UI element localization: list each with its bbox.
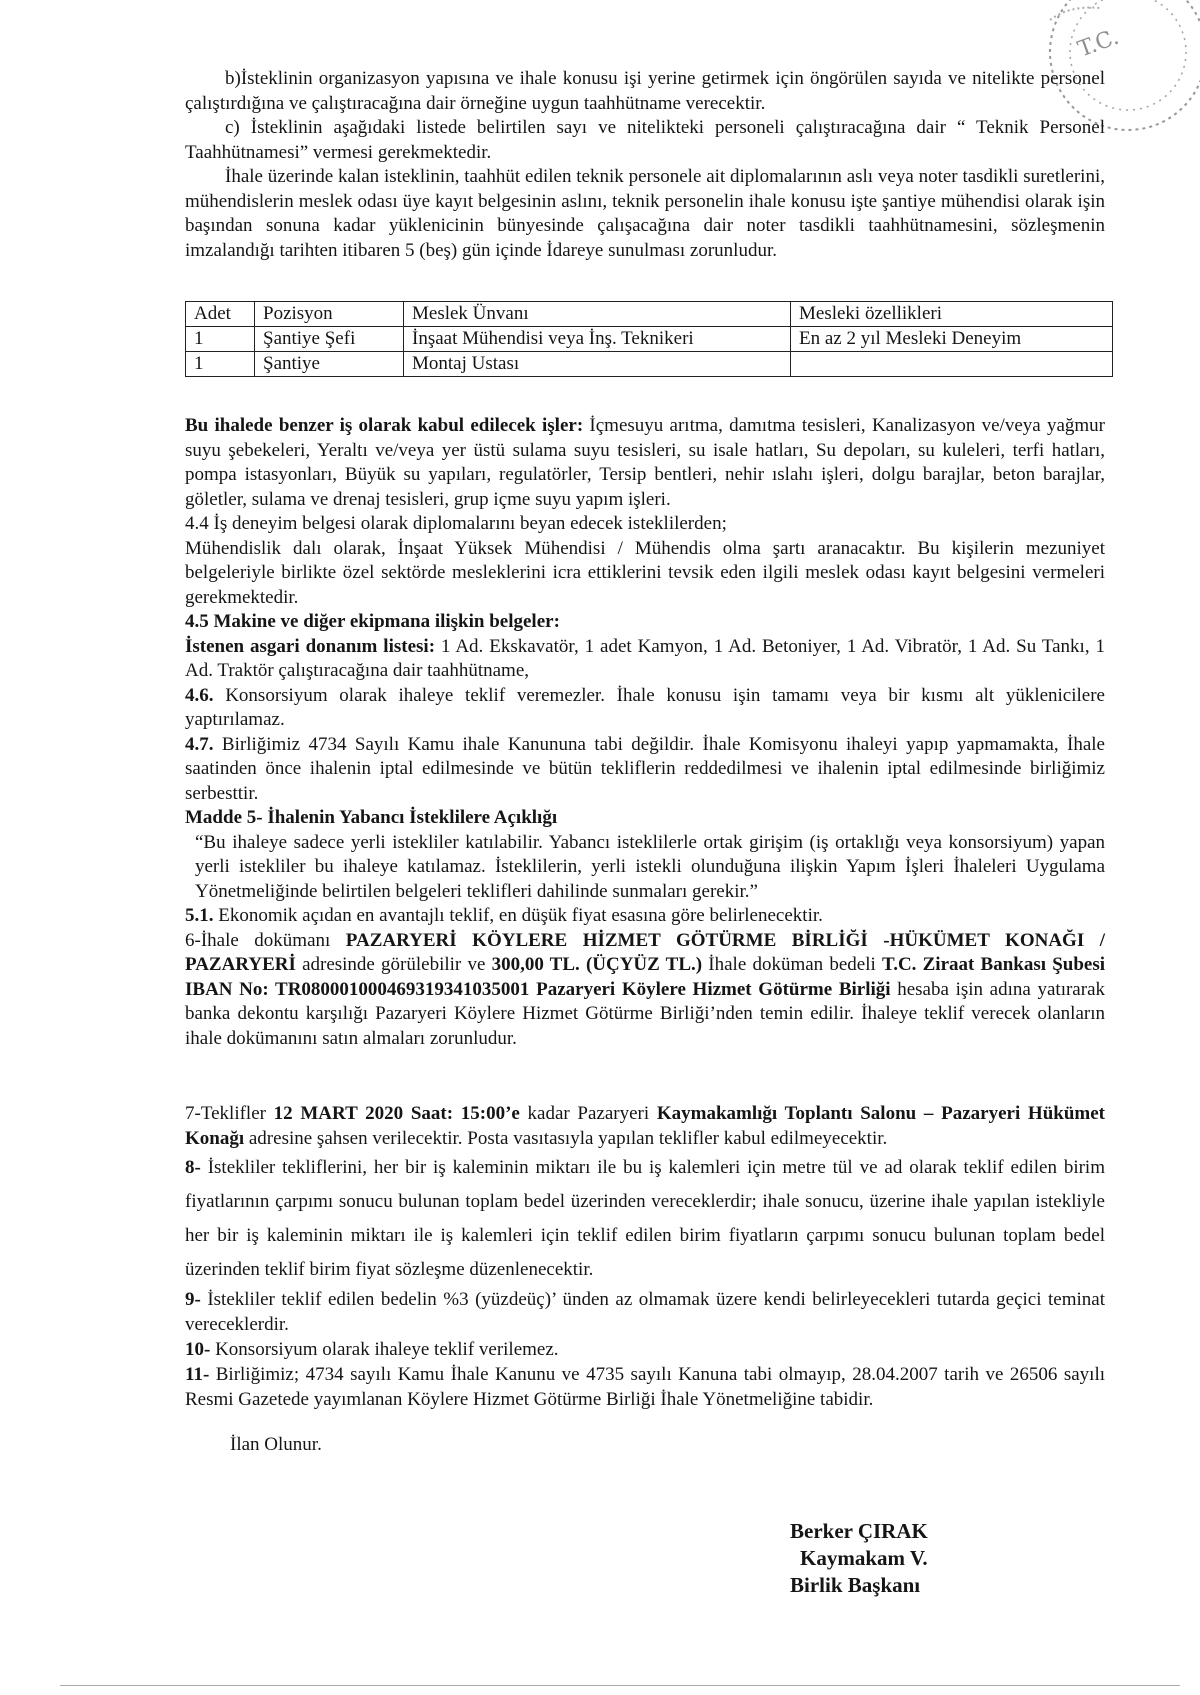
- section-7: 7-Teklifler 12 MART 2020 Saat: 15:00’e kadar Pazaryeri Kaymakamlığı Toplantı Salonu – Pazaryeri Hükümet Konağı adresine şahsen verilecektir. Posta vasıtasıyla yapılan teklifler kabul edilmeyecektir.: [185, 1103, 1105, 1149]
- personnel-table: [185, 301, 1113, 377]
- column-header: Meslek Ünvanı: [404, 302, 791, 327]
- section-4-6: 4.6. Konsorsiyum olarak ihaleye teklif veremezler. İhale konusu işin tamamı veya bir kısmı alt yüklenicilere yaptırılamaz.: [185, 684, 1105, 730]
- donanim-label: İstenen asgari donanım listesi:: [185, 635, 436, 657]
- column-header: Adet: [186, 302, 255, 327]
- paragraph-ihale: İhale üzerinde kalan isteklinin, taahhüt edilen teknik personele ait diplomalarının aslı veya noter tasdikli suretlerini, mühendislerin meslek odası üye kayıt belgesinin aslını, teknik personelin ihale konusu işte şantiye mühendisi olarak işin başından sonuna kadar yüklenicinin bünyesinde çalışacağına dair noter tasdikli taahhütnamesini, sözleşmenin imzalandığı tarihten itibaren 5 (beş) gün içinde İdareye sunulması zorunludur.: [185, 166, 1105, 261]
- table-cell: Şantiye: [255, 352, 404, 377]
- section-8: 8- İstekliler tekliflerini, her bir iş kaleminin miktarı ile bu iş kalemleri için metre tül ve ad olarak teklif edilen birim fiyatlarının çarpımı sonucu bulunan toplam bedel üzerinden vereceklerdir; ihale sonucu, üzerine ihale yapılan istekliyle her bir iş kaleminin miktarı ile iş kalemleri için teklif edilen birim fiyatların çarpımı sonucu bulunan toplam bedel üzerinden teklif birim fiyat sözleşme düzenlenecektir.: [185, 1157, 1105, 1280]
- donanim-text: 1 Ad. Ekskavatör, 1 adet Kamyon, 1 Ad. Betoniyer, 1 Ad. Vibratör, 1 Ad. Su Tankı, 1 Ad. Traktör çalıştıracağına dair taahhütname,: [185, 635, 1105, 681]
- table-row: [186, 327, 1113, 352]
- ilan-olunur: İlan Olunur.: [230, 1434, 322, 1455]
- table-cell: Şantiye Şefi: [255, 327, 404, 352]
- table-row: [186, 352, 1113, 377]
- table-header-row: [186, 302, 1113, 327]
- table-cell: 1: [186, 327, 255, 352]
- section-body: [185, 414, 1105, 1051]
- madde-5-text: “Bu ihaleye sadece yerli istekliler katılabilir. Yabancı isteklilerle ortak girişim (iş ortaklığı veya konsorsiyum) yapan yerli istekliler bu ihaleye katılamaz. İsteklilerin, yerli istekli olunduğuna ilişkin Yapım İşleri İhaleleri Uygulama Yönetmeliğinde belirtilen belgeleri teklifleri dahilinde sunmaları gerekir.”: [195, 831, 1105, 902]
- section-6: 6-İhale dokümanı PAZARYERİ KÖYLERE HİZMET GÖTÜRME BİRLİĞİ -HÜKÜMET KONAĞI / PAZARYERİ adresinde görülebilir ve 300,00 TL. (ÜÇYÜZ TL.) İhale doküman bedeli T.C. Ziraat Bankası Şubesi IBAN No: TR080001000469319341035001 Pazaryeri Köylere Hizmet Götürme Birliği hesaba işin adına yatırarak banka dekontu karşılığı Pazaryeri Köylere Hizmet Götürme Birliği’nden temin edilir. İhaleye teklif verecek olanların ihale dokümanını satın almaları zorunludur.: [185, 929, 1105, 1049]
- paragraph-b: b)İsteklinin organizasyon yapısına ve ihale konusu işi yerine getirmek için öngörülen sayıda ve nitelikte personel çalıştırdığına ve çalıştıracağına dair örneğine uygun taahhütname verecektir.: [185, 68, 1105, 114]
- benzer-is-text: İçmesuyu arıtma, damıtma tesisleri, Kanalizasyon ve/veya yağmur suyu şebekeleri, Yeraltı ve/veya yer üstü sulama suyu tesisleri, su isale hatları, Su depoları, su kuleleri, terfi hatları, pompa istasyonları, Büyük su yapıları, regulatörler, Tersip bentleri, nehir ıslahı işleri, dolgu barajlar, beton barajlar, göletler, sulama ve drenaj tesisleri, grup içme suyu yapım işleri.: [185, 415, 1105, 510]
- table-cell: 1: [186, 352, 255, 377]
- table-cell: Montaj Ustası: [404, 352, 791, 377]
- benzer-is-label: Bu ihalede benzer iş olarak kabul edilecek işler:: [185, 415, 584, 436]
- section-4-4-detail: Mühendislik dalı olarak, İnşaat Yüksek Mühendisi / Mühendis olma şartı aranacaktır. Bu kişilerin mezuniyet belgeleriyle birlikte özel sektörde mesleklerini icra ettiklerini tevsik eden ilgili meslek odası kayıt belgesini vermeleri gerekmektedir.: [185, 537, 1105, 608]
- column-header: Pozisyon: [255, 302, 404, 327]
- section-5-1: 5.1. Ekonomik açıdan en avantajlı teklif, en düşük fiyat esasına göre belirlenecektir.: [185, 905, 823, 926]
- section-b-c: [185, 67, 1105, 263]
- table-cell: En az 2 yıl Mesleki Deneyim: [791, 327, 1113, 352]
- signatory-title: Kaymakam V.: [800, 1546, 928, 1570]
- benzer-is-paragraph: [185, 414, 1105, 512]
- section-4-7: 4.7. Birliğimiz 4734 Sayılı Kamu ihale Kanununa tabi değildir. İhale Komisyonu ihaleyi yapıp yapmamakta, İhale saatinden önce ihalenin iptal edilmesinde ve bütün tekliflerin reddedilmesi ve ihalenin iptal edilmesinde birliğimiz serbesttir.: [185, 733, 1105, 804]
- section-4-5-heading: 4.5 Makine ve diğer ekipmana ilişkin belgeler:: [185, 611, 560, 632]
- section-11: 11- Birliğimiz; 4734 sayılı Kamu İhale Kanunu ve 4735 sayılı Kanuna tabi olmayıp, 28.04.2007 tarih ve 26506 sayılı Resmi Gazetede yayımlanan Köylere Hizmet Götürme Birliği İhale Yönetmeliğine tabidir.: [185, 1364, 1105, 1410]
- section-7-11: [185, 1101, 1105, 1457]
- section-10: 10- Konsorsiyum olarak ihaleye teklif verilemez.: [185, 1339, 559, 1360]
- page-bottom-line: [60, 1685, 1180, 1686]
- section-4-4: 4.4 İş deneyim belgesi olarak diplomalarını beyan edecek isteklilerden;: [185, 513, 727, 534]
- donanim-paragraph: [185, 635, 1105, 684]
- signatory-name: Berker ÇIRAK: [790, 1519, 928, 1543]
- madde-5-heading: Madde 5- İhalenin Yabancı İsteklilere Açıklığı: [185, 807, 558, 828]
- paragraph-c: c) İsteklinin aşağıdaki listede belirtilen sayı ve nitelikteki personeli çalıştıracağına dair “ Teknik Personel Taahhütnamesi” vermesi gerekmektedir.: [185, 117, 1105, 163]
- table-cell: İnşaat Mühendisi veya İnş. Teknikeri: [404, 327, 791, 352]
- svg-text:T.C.: T.C.: [1074, 24, 1123, 63]
- column-header: Mesleki özellikleri: [791, 302, 1113, 327]
- section-9: 9- İstekliler teklif edilen bedelin %3 (yüzdeüç)’ ünden az olmamak üzere kendi belirleyecekleri tutarda geçici teminat vereceklerdir.: [185, 1289, 1105, 1335]
- signatory-title-2: Birlik Başkanı: [790, 1573, 921, 1597]
- signature-block: [790, 1518, 928, 1599]
- table-cell: [791, 352, 1113, 377]
